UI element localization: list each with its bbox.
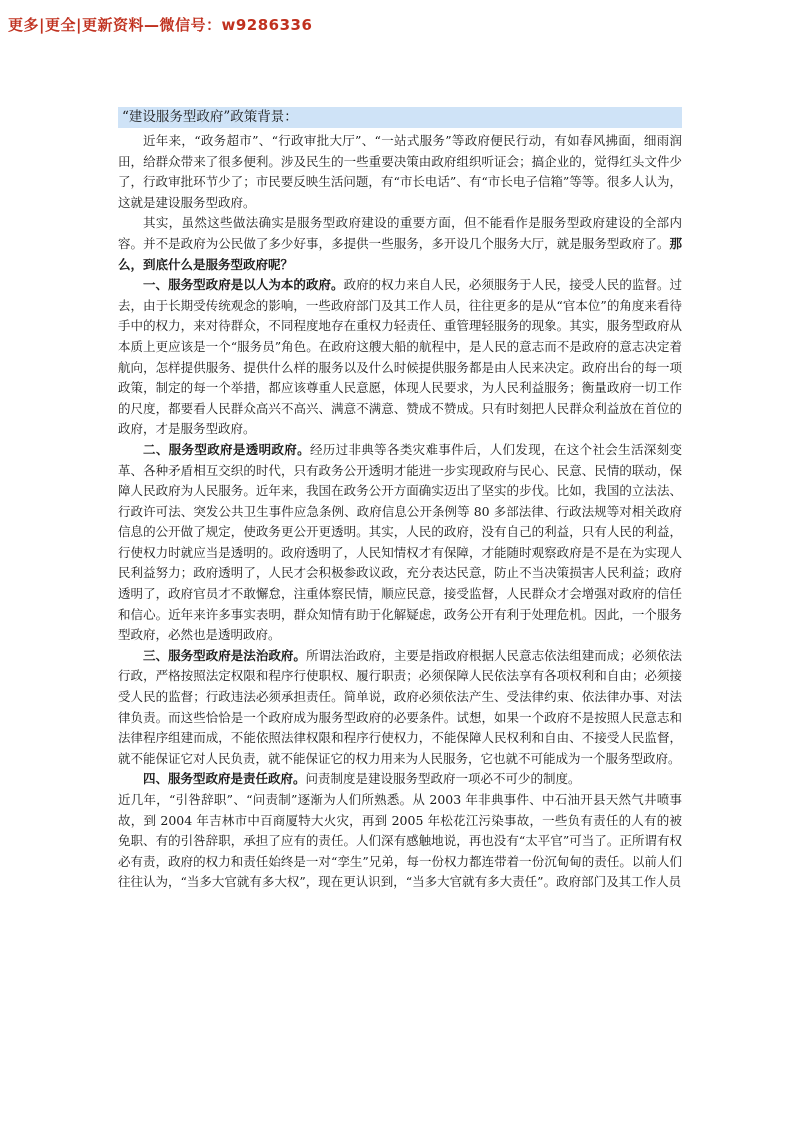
paragraph-question (118, 213, 682, 275)
paragraph-text: 问责制度是建设服务型政府一项必不可少的制度。 (305, 771, 581, 787)
section-heading: “建设服务型政府”政策背景： (118, 107, 682, 128)
point-2-heading: 二、服务型政府是透明政府。 (143, 441, 310, 457)
paragraph-point-3 (118, 646, 682, 770)
point-1-heading: 一、服务型政府是以人为本的政府。 (143, 277, 344, 293)
paragraph-point-1 (118, 275, 682, 440)
top-banner: 更多|更全|更新资料—微信号：w9286336 (8, 16, 313, 34)
paragraph-text: 政府的权力来自人民，必须服务于人民，接受人民的监督。过去，由于长期受传统观念的影响，一些政府部门及其工作人员，往往更多的是从“官本位”的角度来看待手中的权力，来对待群众，不同程度地存在重权力轻责任、重管理轻服务的现象。其实，服务型政府从本质上更应该是一个“服务员”角色。在政府这艘大船的航程中，是人民的意志而不是政府的意志决定着航向，怎样提供服务、提供什么样的服务以及什么时候提供服务都是由人民来决定。政府出台的每一项政策，制定的每一个举措，都应该尊重人民意愿，体现人民要求，为人民利益服务；衡量政府一切工作的尺度，都要看人民群众高兴不高兴、满意不满意、赞成不赞成。只有时刻把人民群众利益放在首位的政府，才是服务型政府。 (118, 277, 682, 437)
document-body (118, 107, 682, 893)
paragraph-text: 所谓法治政府，主要是指政府根据人民意志依法组建而成；必须依法行政，严格按照法定权限和程序行使职权、履行职责；必须保障人民依法享有各项权利和自由；必须接受人民的监督；行政违法必须承担责任。简单说，政府必须依法产生、受法律约束、依法律办事、对法律负责。而这些恰恰是一个政府成为服务型政府的必要条件。试想，如果一个政府不是按照人民意志和法律程序组建而成，不能依照法律权限和程序行使权力，不能保障人民权利和自由、不接受人民监督，就不能保证它对人民负责，就不能保证它的权力用来为人民服务，它也就不可能成为一个服务型政府。 (118, 647, 682, 766)
paragraph-point-2 (118, 440, 682, 646)
paragraph-text: 经历过非典等各类灾难事件后，人们发现，在这个社会生活深刻变革、各种矛盾相互交织的时代，只有政务公开透明才能进一步实现政府与民心、民意、民情的联动，保障人民政府为人民服务。近年来，我国在政务公开方面确实迈出了坚实的步伐。比如，我国的立法法、行政许可法、突发公共卫生事件应急条例、政府信息公开条例等 80 多部法律、行政法规等对相关政府信息的公开做了规定，使政务更公开更透明。其实，人民的政府，没有自己的利益，只有人民的利益，行使权力时就应当是透明的。政府透明了，人民知情权才有保障，才能随时观察政府是不是在为实现人民利益努力；政府透明了，人民才会积极参政议政，充分表达民意，防止不当决策损害人民利益；政府透明了，政府官员才不敢懈怠，注重体察民情，顺应民意，接受监督，人民群众才会增强对政府的信任和信心。近年来许多事实表明，群众知情有助于化解疑虑，政务公开有利于处理危机。因此，一个服务型政府，必然也是透明政府。 (118, 441, 682, 643)
paragraph-intro (118, 131, 682, 213)
paragraph-text: 近年来，“政务超市”、“行政审批大厅”、“一站式服务”等政府便民行动，有如春风拂面，细雨润田，给群众带来了很多便利。涉及民生的一些重要决策由政府组织听证会；搞企业的，觉得红头文件少了，行政审批环节少了；市民要反映生活问题，有“市长电话”、有“市长电子信箱”等等。很多人认为，这就是建设服务型政府。 (118, 133, 682, 210)
paragraph-point-4 (118, 769, 682, 790)
paragraph-text: 近几年，“引咎辞职”、“问责制”逐渐为人们所熟悉。从 2003 年非典事件、中石油开县天然气井喷事故，到 2004 年吉林市中百商厦特大火灾，再到 2005 年松花江污染事故，一些负有责任的人有的被免职、有的引咎辞职，承担了应有的责任。人们深有感触地说，再也没有“太平官”可当了。正所谓有权必有责，政府的权力和责任始终是一对“孪生”兄弟，每一份权力都连带着一份沉甸甸的责任。以前人们往往认为，“当多大官就有多大权”，现在更认识到，“当多大官就有多大责任”。政府部门及其工作人员 (118, 792, 682, 890)
point-4-heading: 四、服务型政府是责任政府。 (143, 771, 306, 787)
point-3-heading: 三、服务型政府是法治政府。 (143, 647, 306, 663)
paragraph-point-4-continued (118, 790, 682, 893)
paragraph-text: 其实，虽然这些做法确实是服务型政府建设的重要方面，但不能看作是服务型政府建设的全部内容。并不是政府为公民做了多少好事，多提供一些服务，多开设几个服务大厅，就是服务型政府了。 (118, 215, 682, 251)
paragraph-question-bold: 那么，到底什么是服务型政府呢？ (118, 235, 682, 272)
